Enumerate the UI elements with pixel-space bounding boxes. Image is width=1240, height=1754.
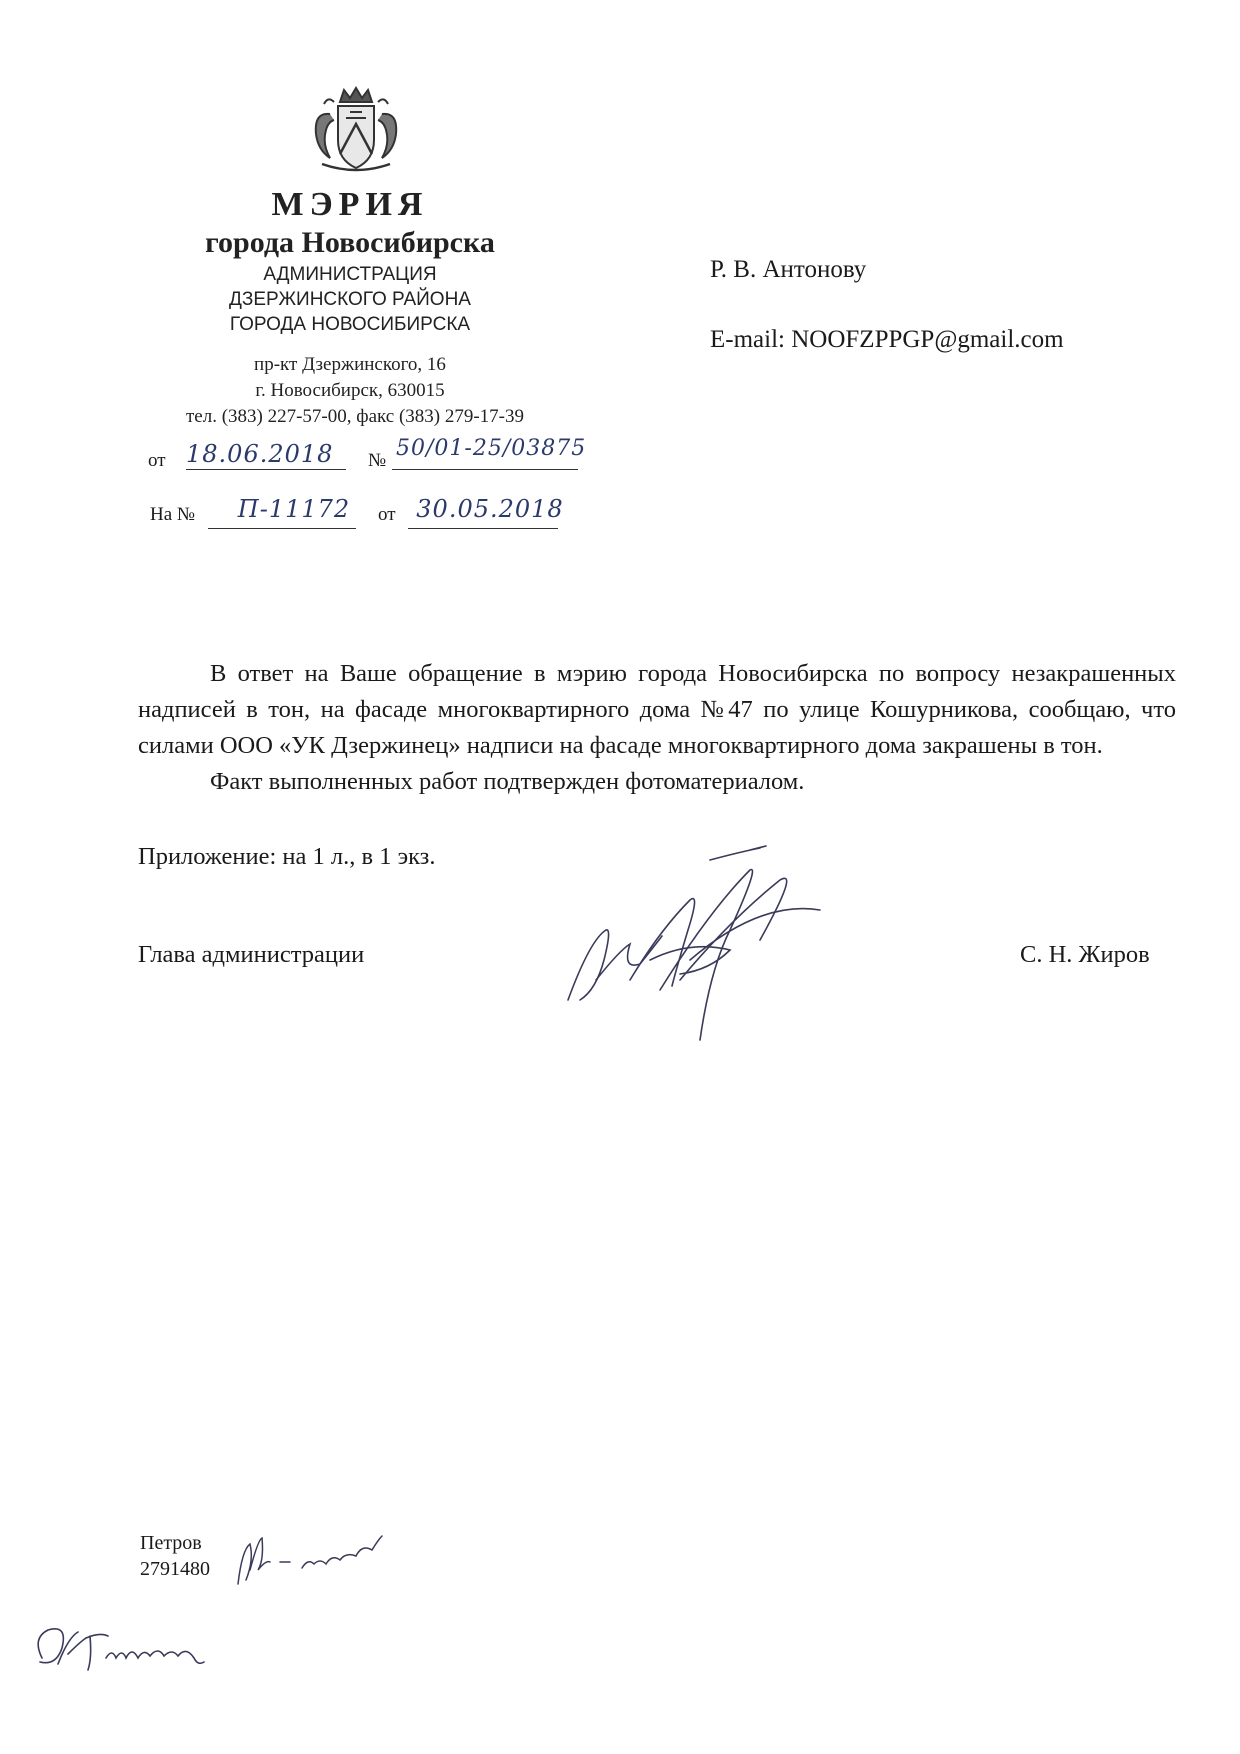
- address-city: г. Новосибирск, 630015: [255, 380, 445, 401]
- executor-name: Петров: [140, 1532, 202, 1554]
- reg-date-value: 18.06.2018: [186, 440, 334, 468]
- ref-number-underline: [208, 528, 356, 529]
- contact-phone: тел. (383) 227-57-00, факс (383) 279-17-39: [185, 406, 525, 427]
- addressee-name: Р. В. Антонову: [710, 256, 867, 283]
- dept-line-1: АДМИНИСТРАЦИЯ: [263, 264, 437, 285]
- org-title: МЭРИЯ: [271, 186, 429, 223]
- handwritten-signature: [560, 840, 860, 1050]
- letter-body: [138, 656, 1176, 800]
- reg-date-underline: [186, 469, 346, 470]
- coat-of-arms-emblem: [300, 84, 412, 180]
- ref-number-value: П-11172: [237, 495, 351, 523]
- addressee-email: E-mail: NOOFZPPGP@gmail.com: [710, 326, 1064, 353]
- reg-number-underline: [392, 469, 578, 470]
- ref-date-value: 30.05.2018: [416, 495, 564, 523]
- ref-date-underline: [408, 528, 558, 529]
- address-street: пр-кт Дзержинского, 16: [254, 354, 446, 375]
- handwritten-signature-2: [28, 1618, 228, 1678]
- executor-phone: 2791480: [140, 1558, 210, 1580]
- body-paragraph: В ответ на Ваше обращение в мэрию города Новосибирска по вопросу незакрашенных надписей в тон, на фасаде многоквартирного дома №47 по улице Кошурникова, сообщаю, что силами ООО «УК Дзержинец» надписи на фасаде многоквартирного дома закрашены в тон.: [138, 660, 1176, 759]
- reg-number-value: 50/01-25/03875: [396, 436, 587, 461]
- dept-line-2: ДЗЕРЖИНСКОГО РАЙОНА: [229, 289, 471, 310]
- reg-date-label: от: [148, 450, 166, 471]
- handwritten-visa: [232, 1530, 392, 1586]
- reg-number-label: №: [368, 450, 387, 471]
- ref-date-label: от: [378, 504, 396, 525]
- body-paragraph: Факт выполненных работ подтвержден фотоматериалом.: [210, 768, 805, 795]
- ref-number-label: На №: [150, 504, 196, 525]
- signatory-title: Глава администрации: [138, 941, 365, 968]
- attachment-note: Приложение: на 1 л., в 1 экз.: [138, 843, 436, 870]
- org-subtitle: города Новосибирска: [205, 226, 495, 259]
- dept-line-3: ГОРОДА НОВОСИБИРСКА: [229, 314, 471, 335]
- signatory-name: С. Н. Жиров: [1020, 941, 1150, 968]
